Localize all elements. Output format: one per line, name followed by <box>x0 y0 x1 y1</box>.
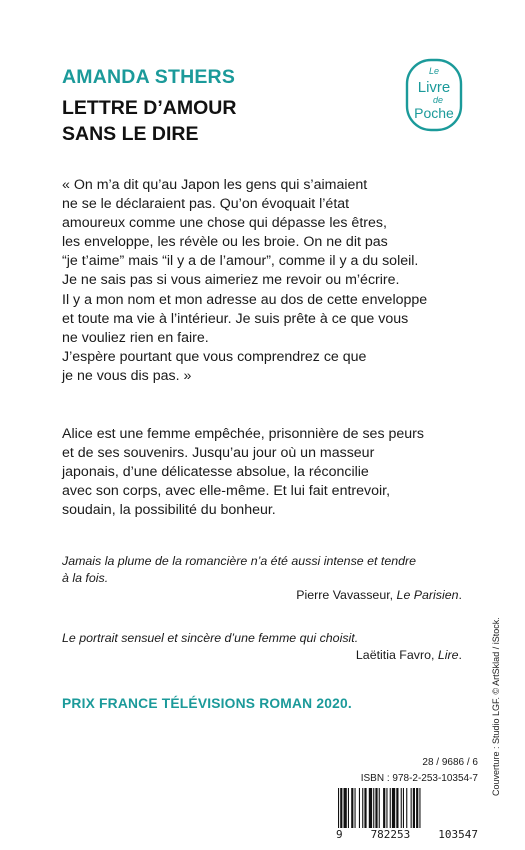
barcode-bar <box>396 788 398 828</box>
barcode-bar <box>344 788 347 828</box>
barcode-bar <box>359 788 360 828</box>
prize-banner: PRIX FRANCE TÉLÉVISIONS ROMAN 2020. <box>62 696 352 711</box>
review-source <box>62 587 462 604</box>
barcode-bar <box>369 788 372 828</box>
barcode-digit-group: 782253 <box>370 828 411 841</box>
press-review <box>62 630 462 664</box>
quote-line: et toute ma vie à l’intérieur. Je suis prête à ce que vous <box>62 310 409 327</box>
barcode-bar <box>403 788 404 828</box>
title-line: SANS LE DIRE <box>62 123 199 145</box>
synopsis-line: et de ses souvenirs. Jusqu’au jour où un masseur <box>62 445 375 462</box>
barcode-bar <box>419 788 420 828</box>
barcode-bar <box>406 788 407 828</box>
review-text: à la fois. <box>62 571 109 585</box>
barcode-bar <box>373 788 374 828</box>
quote-line: Je ne sais pas si vous aimeriez me revoir ou m’écrire. <box>62 272 400 289</box>
barcode-bar <box>411 788 412 828</box>
review-text: Jamais la plume de la romancière n’a été aussi intense et tendre <box>62 554 417 568</box>
barcode-bar <box>379 788 380 828</box>
review-publication: Lire <box>437 648 459 662</box>
quote-line: J’espère pourtant que vous comprendrez ce que <box>62 348 367 365</box>
barcode-number <box>336 828 478 841</box>
quote-line: “je t’aime” mais “il y a de l’amour”, comme il y a du soleil. <box>62 253 419 270</box>
review-text: Le portrait sensuel et sincère d’une femme qui choisit. <box>62 631 359 645</box>
review-publication: Le Parisien <box>396 588 459 602</box>
author-name: AMANDA STHERS <box>62 66 236 88</box>
barcode-bar <box>362 788 363 828</box>
isbn: ISBN : 978-2-253-10354-7 <box>360 773 478 784</box>
barcode-bar <box>390 788 391 828</box>
quote-line: ne vouliez rien en faire. <box>62 329 209 346</box>
logo-text: Poche <box>414 105 454 121</box>
review-author: Laëtitia Favro, <box>355 648 438 662</box>
catalog-reference: 28 / 9686 / 6 <box>422 757 478 768</box>
barcode-bar <box>383 788 385 828</box>
quote-line: Il y a mon nom et mon adresse au dos de cette enveloppe <box>62 291 428 308</box>
barcode-bar <box>416 788 418 828</box>
barcode-bar <box>340 788 342 828</box>
barcode-bar <box>355 788 356 828</box>
barcode-bar <box>364 788 366 828</box>
quote-line: les enveloppe, les révèle ou les broie. On ne dit pas <box>62 234 388 251</box>
title-line: LETTRE D’AMOUR <box>62 97 237 119</box>
press-review <box>62 553 462 604</box>
synopsis-line: soudain, la possibilité du bonheur. <box>62 502 276 519</box>
quote-line: « On m’a dit qu’au Japon les gens qui s’aimaient <box>62 177 368 193</box>
blurb-quote <box>62 176 482 386</box>
barcode-bar <box>348 788 349 828</box>
synopsis <box>62 425 482 520</box>
review-end: . <box>458 648 462 662</box>
synopsis-line: Alice est une femme empêchée, prisonnière de ses peurs <box>62 426 424 442</box>
logo-text: Le <box>429 66 440 76</box>
barcode-bar <box>392 788 395 828</box>
review-author: Pierre Vavasseur, <box>296 588 397 602</box>
synopsis-line: avec son corps, avec elle-même. Et lui fait entrevoir, <box>62 483 391 500</box>
quote-line: amoureux comme une chose qui dépasse les êtres, <box>62 215 387 232</box>
le-livre-de-poche-logo-icon <box>405 58 463 132</box>
barcode <box>336 788 478 828</box>
synopsis-line: japonais, d’une délicatesse absolue, la réconcilie <box>62 464 369 481</box>
barcode-bar <box>413 788 415 828</box>
barcode-bar <box>338 788 339 828</box>
quote-line: ne se le déclaraient pas. Qu’on évoquait l’état <box>62 196 350 213</box>
logo-text: de <box>432 95 444 105</box>
barcode-bar <box>401 788 402 828</box>
review-source <box>62 647 462 664</box>
barcode-bar <box>375 788 377 828</box>
barcode-digit-group: 103547 <box>438 828 478 841</box>
cover-credit: Couverture : Studio LGF. © ArtSklad / iStock. <box>491 617 501 796</box>
barcode-digit-group: 9 <box>336 828 343 841</box>
barcode-bar <box>351 788 353 828</box>
barcode-bar <box>386 788 387 828</box>
book-title <box>62 95 236 147</box>
logo-text: Livre <box>417 79 451 96</box>
review-end: . <box>458 588 462 602</box>
quote-line: je ne vous dis pas. » <box>62 367 192 384</box>
